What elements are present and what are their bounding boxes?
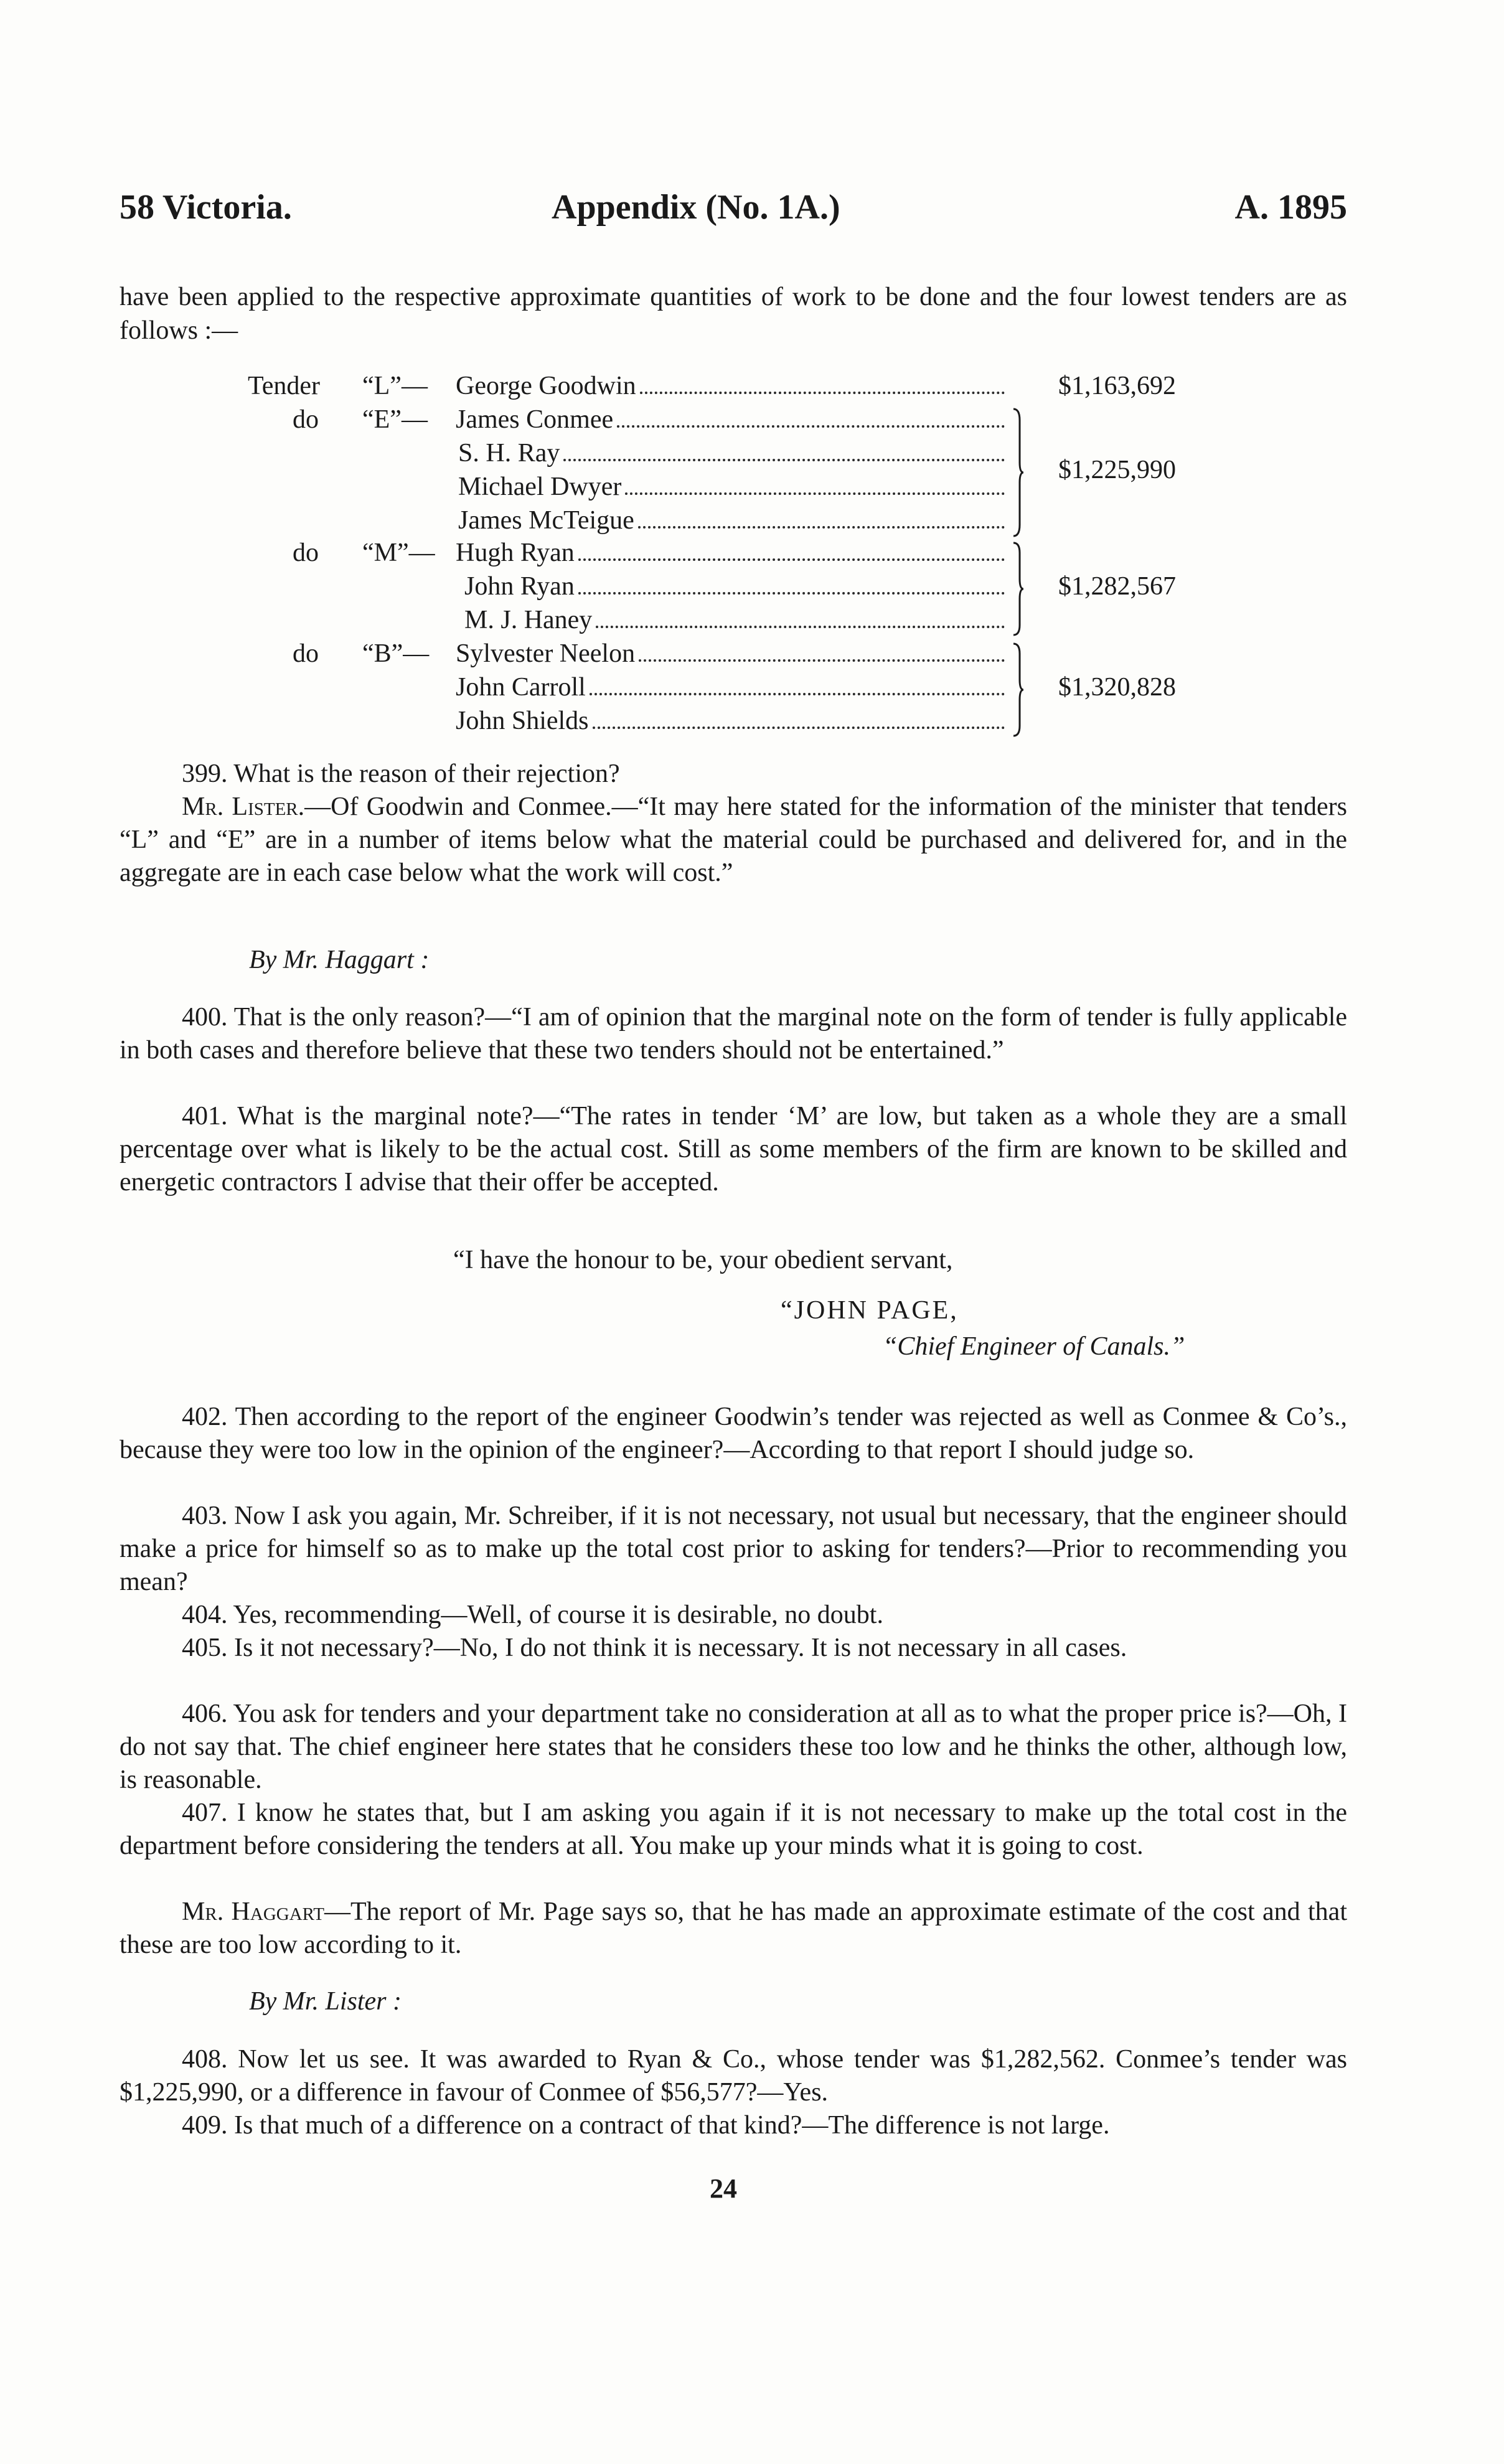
byline-haggart: By Mr. Haggart : — [249, 946, 430, 974]
lister-answer-text: —Of Goodwin and Conmee.—“It may here stated for the information of the minister that tenders “L” and “E” are in a number of items below what the material could be purchased and delivered for, and in the aggregate are in each case below what the work will cost.” — [120, 792, 1347, 887]
question-407: 407. I know he states that, but I am asking you again if it is not necessary to make up the total cost in the department before considering the tenders at all. You make up your minds what it is going to cost. — [120, 1799, 1347, 1860]
tender-letter: “B”— — [362, 639, 430, 668]
tenderer-name: S. H. Ray — [458, 439, 560, 468]
tenderer-name: Hugh Ryan — [456, 538, 575, 567]
question-408: 408. Now let us see. It was awarded to Ryan & Co., whose tender was $1,282,562. Conmee’s tender was $1,225,990, or a difference in favour of Conmee of $56,577?—Yes. — [120, 2045, 1347, 2107]
tender-row — [458, 436, 1008, 470]
signature-name: “JOHN PAGE, — [781, 1296, 959, 1325]
tenderer-name: Sylvester Neelon — [456, 639, 636, 668]
tenderer-name: John Shields — [456, 707, 589, 735]
intro-paragraph: have been applied to the respective approximate quantities of work to be done and the four lowest tenders are as follows :— — [120, 283, 1347, 345]
tender-row — [456, 369, 1008, 403]
header-session: 58 Victoria. — [120, 188, 292, 227]
tender-row — [456, 704, 1008, 738]
tender-label: do — [293, 405, 319, 434]
signature-title: “Chief Engineer of Canals.” — [883, 1332, 1185, 1361]
tender-row — [456, 670, 1008, 704]
haggart-remark — [120, 1896, 1347, 1962]
speaker-haggart: Mr. Haggart — [182, 1897, 324, 1926]
tender-row — [458, 504, 1008, 537]
tender-row — [464, 570, 1008, 603]
tender-row — [456, 637, 1008, 670]
header-year: A. 1895 — [1234, 188, 1347, 227]
byline-lister: By Mr. Lister : — [249, 1987, 402, 2016]
question-402: 402. Then according to the report of the engineer Goodwin’s tender was rejected as well as Conmee & Co’s., because they were too low in the opinion of the engineer?—According to that report I should judge so. — [120, 1403, 1347, 1464]
tenderer-name: John Carroll — [456, 673, 586, 702]
speaker-lister: Mr. Lister. — [182, 792, 305, 821]
brace-icon — [1012, 408, 1025, 537]
tender-letter: “E”— — [362, 405, 428, 434]
tender-amount: $1,320,828 — [1058, 673, 1176, 702]
tender-label: do — [293, 538, 319, 567]
brace-icon — [1012, 642, 1025, 737]
tenderer-name: James McTeigue — [458, 506, 634, 535]
question-405: 405. Is it not necessary?—No, I do not think it is necessary. It is not necessary in all cases. — [182, 1634, 1127, 1662]
question-403: 403. Now I ask you again, Mr. Schreiber, if it is not necessary, not usual but necessary, that the engineer should make a price for himself so as to make up the total cost prior to asking for tenders?—Prior to recommending you mean? — [120, 1502, 1347, 1596]
tender-row — [464, 603, 1008, 637]
question-404: 404. Yes, recommending—Well, of course it is desirable, no doubt. — [182, 1601, 883, 1629]
tenderer-name: James Conmee — [456, 405, 614, 434]
question-400: 400. That is the only reason?—“I am of opinion that the marginal note on the form of tender is fully applicable in both cases and therefore believe that these two tenders should not be entertained.” — [120, 1003, 1347, 1065]
lister-answer — [120, 791, 1347, 890]
tender-amount: $1,282,567 — [1058, 572, 1176, 601]
tenders-table — [0, 0, 1504, 747]
question-409: 409. Is that much of a difference on a contract of that kind?—The difference is not large. — [182, 2111, 1110, 2140]
page-number: 24 — [710, 2173, 737, 2204]
tender-amount: $1,163,692 — [1058, 372, 1176, 400]
tender-row — [456, 536, 1008, 570]
tender-label: Tender — [248, 372, 320, 400]
question-406: 406. You ask for tenders and your department take no consideration at all as to what the proper price is?—Oh, I do not say that. The chief engineer here states that he considers these too low and he thinks the other, although low, is reasonable. — [120, 1700, 1347, 1794]
tender-letter: “M”— — [362, 538, 435, 567]
haggart-remark-text: —The report of Mr. Page says so, that he has made an approximate estimate of the cost and that these are too low according to it. — [120, 1897, 1347, 1959]
brace-icon — [1012, 542, 1025, 636]
tender-amount: $1,225,990 — [1058, 456, 1176, 484]
tender-row — [456, 403, 1008, 436]
tender-label: do — [293, 639, 319, 668]
tender-letter: “L”— — [362, 372, 428, 400]
header-appendix: Appendix (No. 1A.) — [552, 188, 840, 227]
tenderer-name: Michael Dwyer — [458, 473, 622, 501]
tenderer-name: M. J. Haney — [464, 606, 593, 634]
tender-row — [458, 470, 1008, 504]
tenderer-name: George Goodwin — [456, 372, 636, 400]
question-401: 401. What is the marginal note?—“The rates in tender ‘M’ are low, but taken as a whole they are a small percentage over what is likely to be the actual cost. Still as some members of the firm are known to be skilled and energetic contractors I advise that their offer be accepted. — [120, 1102, 1347, 1197]
signature-closing: “I have the honour to be, your obedient servant, — [453, 1246, 953, 1274]
question-399: 399. What is the reason of their rejection? — [182, 759, 620, 788]
tenderer-name: John Ryan — [464, 572, 575, 601]
